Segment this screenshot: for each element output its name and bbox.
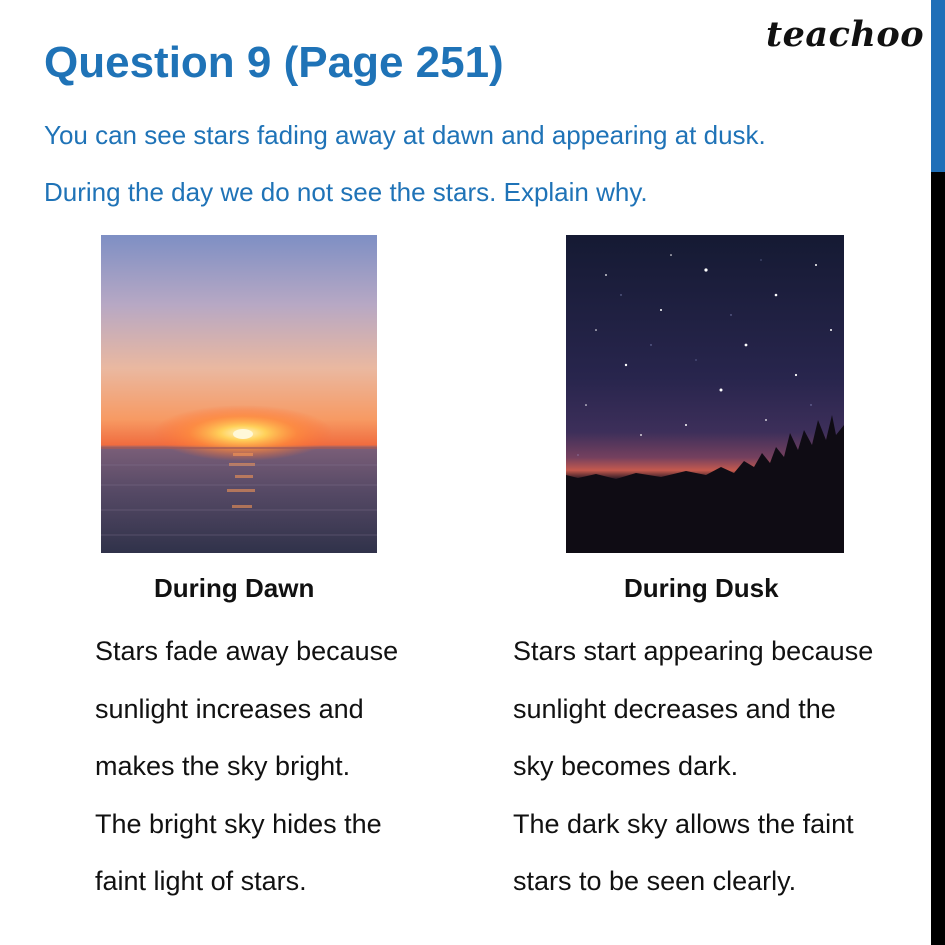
dawn-sunrise-image — [101, 235, 377, 553]
dawn-explanation-line: The bright sky hides the — [95, 808, 382, 839]
dusk-explanation — [513, 623, 873, 911]
scrollbar-thumb[interactable] — [931, 0, 945, 172]
dusk-explanation-line: sunlight decreases and the — [513, 693, 836, 724]
dawn-explanation-line: sunlight increases and — [95, 693, 364, 724]
dusk-explanation-line: The dark sky allows the faint — [513, 808, 854, 839]
dusk-night-sky-image — [566, 235, 844, 553]
page-title: Question 9 (Page 251) — [44, 38, 504, 87]
dawn-caption: During Dawn — [154, 573, 315, 603]
dusk-explanation-line: Stars start appearing because — [513, 636, 874, 666]
dusk-explanation-line: stars to be seen clearly. — [513, 866, 797, 896]
dawn-explanation-line: makes the sky bright. — [95, 751, 351, 781]
question-line-1: You can see stars fading away at dawn and appearing at dusk. — [44, 120, 766, 150]
question-line-2: During the day we do not see the stars. Explain why. — [44, 177, 648, 207]
dusk-caption: During Dusk — [624, 573, 779, 603]
scrollbar[interactable] — [931, 0, 945, 945]
dawn-explanation-line: Stars fade away because — [95, 636, 399, 666]
dawn-explanation — [95, 623, 398, 911]
dusk-explanation-line: sky becomes dark. — [513, 751, 739, 781]
teachoo-logo: teachoo — [766, 14, 925, 55]
dawn-explanation-line: faint light of stars. — [95, 866, 307, 896]
